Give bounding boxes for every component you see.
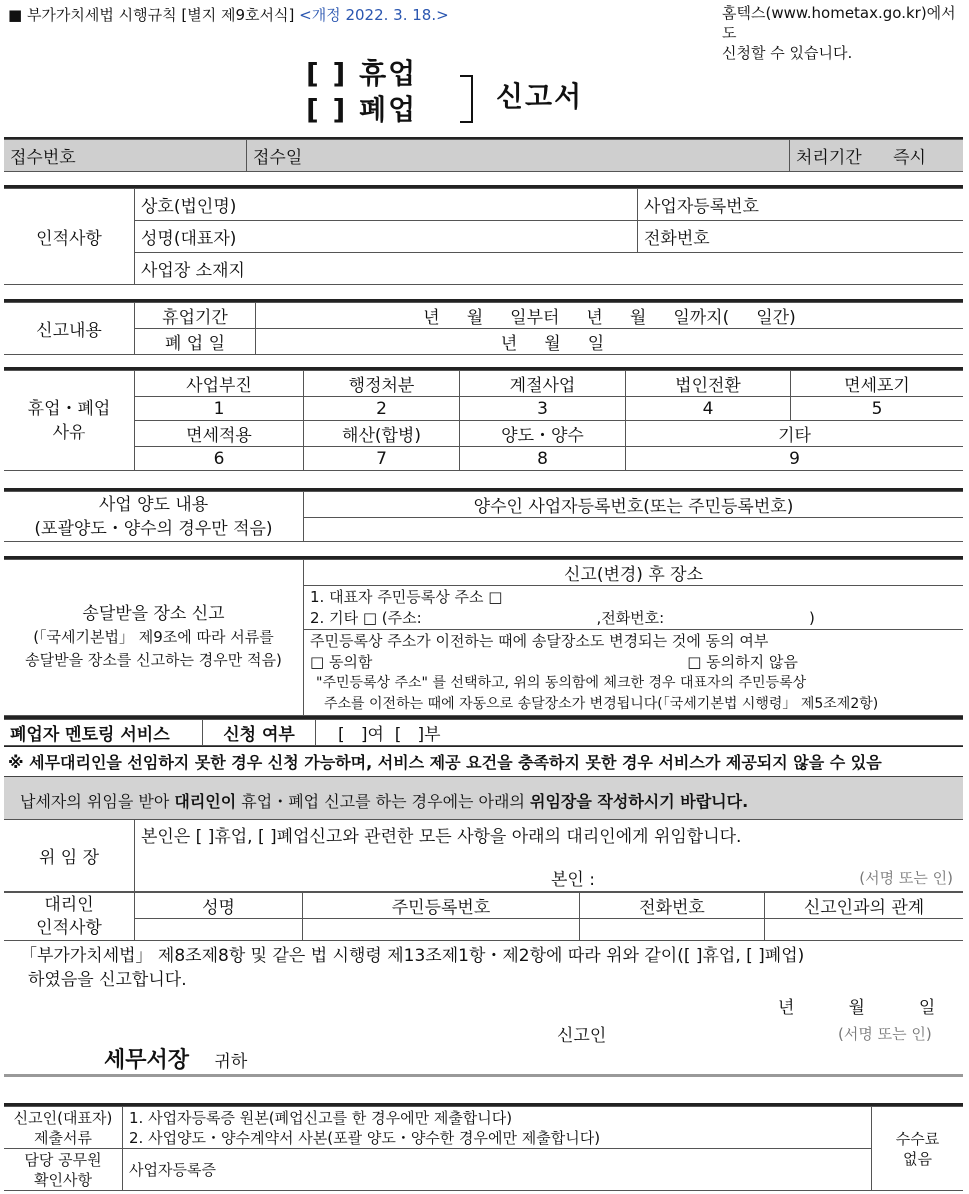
title-report: 신고서 <box>496 80 584 113</box>
delegation-note-agent: 대리인이 <box>174 792 237 811</box>
tax-office-addressee <box>104 1043 247 1074</box>
title-bracket <box>458 74 478 124</box>
reasons-label-line2: 사유 <box>52 422 86 443</box>
agent-col-relation: 신고인과의 관계 <box>765 893 964 919</box>
processing-label: 처리기간 <box>796 148 862 168</box>
delivery-consent <box>304 630 964 716</box>
closure-period-field[interactable]: 년 월 일부터 년 월 일까지( 일간) <box>256 303 964 329</box>
delivery-option-2-close: ) <box>809 608 815 627</box>
submission-doc-1: 1. 사업자등록증 원본(폐업신고를 한 경우에만 제출합니다) <box>129 1108 513 1127</box>
representative-name-field[interactable]: 성명(대표자) <box>135 221 638 253</box>
official-check-label-line1: 담당 공무원 <box>24 1150 102 1169</box>
reporter-label: 신고인 <box>557 1026 607 1046</box>
declaration <box>20 944 804 992</box>
reason-2-label: 행정처분 <box>304 371 460 397</box>
agent-relation-field[interactable] <box>765 919 964 941</box>
closure-period-label: 휴업기간 <box>135 303 256 329</box>
reason-4-code[interactable]: 4 <box>626 397 791 421</box>
report-table <box>4 302 963 355</box>
reasons-label-line1: 휴업・폐업 <box>27 398 111 419</box>
submission-docs-label-line1: 신고인(대표자) <box>13 1108 113 1127</box>
agent-phone-field[interactable] <box>580 919 765 941</box>
reasons-section-label <box>4 371 135 471</box>
reason-6-code[interactable]: 6 <box>135 447 304 471</box>
consent-note-line2: 주소를 이전하는 때에 자동으로 송달장소가 변경됩니다(「국세기본법 시행령」 제5조제2항) <box>324 695 879 712</box>
agent-label-line2: 인적사항 <box>36 917 102 938</box>
footer-table <box>4 1106 963 1191</box>
reason-8-label: 양도・양수 <box>460 421 626 447</box>
transfer-label-line1: 사업 양도 내용 <box>98 494 209 515</box>
transfer-label-line2: (포괄양도・양수의 경우만 적음) <box>34 518 273 539</box>
title-closure: [ ] 휴업 <box>306 57 418 90</box>
delegation-note-mid: 휴업・폐업 신고를 하는 경우에는 아래의 <box>236 792 531 811</box>
fee-label: 수수료 <box>895 1129 940 1148</box>
mentoring-label: 폐업자 멘토링 서비스 <box>4 720 203 746</box>
delivery-options <box>304 586 964 630</box>
form-title <box>306 56 417 128</box>
principal-label: 본인 : <box>551 870 595 890</box>
fee-value: 없음 <box>903 1149 932 1168</box>
reason-2-code[interactable]: 2 <box>304 397 460 421</box>
official-check-label-line2: 확인사항 <box>34 1170 92 1189</box>
consent-options <box>310 652 957 673</box>
hometax-note-line1: 홈텍스(www.hometax.go.kr)에서도 <box>722 4 956 42</box>
agent-col-phone: 전화번호 <box>580 893 765 919</box>
principal-sign[interactable]: (서명 또는 인) <box>859 869 953 887</box>
title-shutdown: [ ] 폐업 <box>306 93 418 126</box>
reason-1-code[interactable]: 1 <box>135 397 304 421</box>
reason-5-code[interactable]: 5 <box>791 397 964 421</box>
delivery-label-line2: (「국세기본법」 제9조에 따라 서류를 <box>33 628 274 646</box>
reason-8-code[interactable]: 8 <box>460 447 626 471</box>
delegation-note-text <box>4 777 963 812</box>
delivery-label-line1: 송달받을 장소 신고 <box>82 604 225 624</box>
agent-col-name: 성명 <box>135 893 303 919</box>
business-address-field[interactable]: 사업장 소재지 <box>135 253 964 285</box>
agent-table <box>4 892 963 941</box>
official-check-label <box>4 1149 123 1191</box>
delivery-label <box>4 560 304 716</box>
reason-7-label: 해산(합병) <box>304 421 460 447</box>
report-section-label: 신고내용 <box>4 303 135 355</box>
delivery-table <box>4 559 963 716</box>
identity-table <box>4 188 963 285</box>
submission-doc-2: 2. 사업양도・양수계약서 사본(포괄 양도・양수한 경우에만 제출합니다) <box>129 1128 601 1147</box>
agent-label-line1: 대리인 <box>44 894 94 915</box>
delegation-body <box>135 820 964 892</box>
submission-docs-label-line2: 제출서류 <box>34 1128 92 1147</box>
delivery-option-1[interactable]: 1. 대표자 주민등록상 주소 □ <box>310 587 503 606</box>
processing-value: 즉시 <box>893 148 926 168</box>
hometax-note <box>722 3 969 63</box>
consent-agree-checkbox[interactable]: □ 동의함 <box>310 652 373 671</box>
official-check-value: 사업자등록증 <box>123 1149 872 1191</box>
declaration-line2: 하였음을 신고합니다. <box>28 970 187 990</box>
form-ref-text: ■ 부가가치세법 시행규칙 [별지 제9호서식] <box>8 6 295 24</box>
reporter-sign[interactable]: (서명 또는 인) <box>838 1025 932 1043</box>
transferee-header: 양수인 사업자등록번호(또는 주민등록번호) <box>304 492 964 518</box>
transfer-table <box>4 491 963 542</box>
delivery-option-2-phone: ,전화번호: <box>596 608 665 627</box>
agent-name-field[interactable] <box>135 919 303 941</box>
declaration-line1: 「부가가치세법」 제8조제8항 및 같은 법 시행령 제13조제1항・제2항에 따라 위와 같이([ ]휴업, [ ]폐업) <box>20 946 805 966</box>
hometax-note-line2: 신청할 수 있습니다. <box>722 44 853 62</box>
declaration-date[interactable]: 년 월 일 <box>778 998 936 1018</box>
delivery-header: 신고(변경) 후 장소 <box>304 560 964 586</box>
reason-3-label: 계절사업 <box>460 371 626 397</box>
mentoring-choice[interactable]: [ ]여 [ ]부 <box>316 720 964 746</box>
receipt-number: 접수번호 <box>4 140 247 172</box>
delivery-option-2[interactable] <box>310 608 957 629</box>
receipt-table <box>4 139 963 172</box>
agent-col-id: 주민등록번호 <box>303 893 580 919</box>
business-name-field[interactable]: 상호(법인명) <box>135 189 638 221</box>
fee-cell <box>872 1107 964 1191</box>
tax-office-title: 세무서장 <box>104 1048 190 1073</box>
mentoring-apply-label: 신청 여부 <box>203 720 316 746</box>
reason-9-code[interactable]: 9 <box>626 447 964 471</box>
shutdown-date-label: 폐 업 일 <box>135 329 256 355</box>
delegation-text: 본인은 [ ]휴업, [ ]폐업신고와 관련한 모든 사항을 아래의 대리인에게 위임합니다. <box>141 827 742 847</box>
reasons-table <box>4 370 963 471</box>
delivery-label-line3: 송달받을 장소를 신고하는 경우만 적음) <box>25 651 282 669</box>
delegation-note-instruction: 위임장을 작성하시기 바랍니다. <box>530 792 749 811</box>
reason-1-label: 사업부진 <box>135 371 304 397</box>
receipt-date: 접수일 <box>247 140 790 172</box>
delivery-option-2-address: 2. 기타 □ (주소: <box>310 608 422 627</box>
delegation-note-pre: 납세자의 위임을 받아 <box>20 792 175 811</box>
reason-7-code[interactable]: 7 <box>304 447 460 471</box>
mentoring-warning: ※ 세무대리인을 선임하지 못한 경우 신청 가능하며, 서비스 제공 요건을 충족하지 못한 경우 서비스가 제공되지 않을 수 있음 <box>8 753 882 772</box>
delegation-note <box>4 776 963 820</box>
reason-4-label: 법인전환 <box>626 371 791 397</box>
phone-field[interactable]: 전화번호 <box>638 221 964 253</box>
reason-9-label: 기타 <box>626 421 964 447</box>
revision-date: <개정 2022. 3. 18.> <box>299 6 449 24</box>
agent-id-field[interactable] <box>303 919 580 941</box>
delegation-table <box>4 819 963 892</box>
reason-6-label: 면세적용 <box>135 421 304 447</box>
identity-section-label: 인적사항 <box>4 189 135 285</box>
form-reference <box>8 4 449 25</box>
submission-docs-list <box>123 1107 872 1149</box>
biz-reg-no-field[interactable]: 사업자등록번호 <box>638 189 964 221</box>
processing-period <box>790 140 964 172</box>
consent-question: 주민등록상 주소가 이전하는 때에 송달장소도 변경되는 것에 동의 여부 <box>310 631 769 650</box>
consent-note-line1: "주민등록상 주소" 를 선택하고, 위의 동의함에 체크한 경우 대표자의 주민등록상 <box>316 674 807 691</box>
delegation-sign-row <box>141 865 957 889</box>
delegation-label: 위 임 장 <box>4 820 135 892</box>
transfer-label <box>4 492 304 542</box>
tax-office-honorific: 귀하 <box>214 1052 248 1072</box>
reason-5-label: 면세포기 <box>791 371 964 397</box>
agent-label <box>4 893 135 941</box>
reason-3-code[interactable]: 3 <box>460 397 626 421</box>
submission-docs-label <box>4 1107 123 1149</box>
mentoring-table <box>4 719 963 746</box>
shutdown-date-field[interactable]: 년 월 일 <box>256 329 964 355</box>
transferee-field[interactable] <box>304 518 964 542</box>
consent-disagree-checkbox[interactable]: □ 동의하지 않음 <box>687 652 798 671</box>
